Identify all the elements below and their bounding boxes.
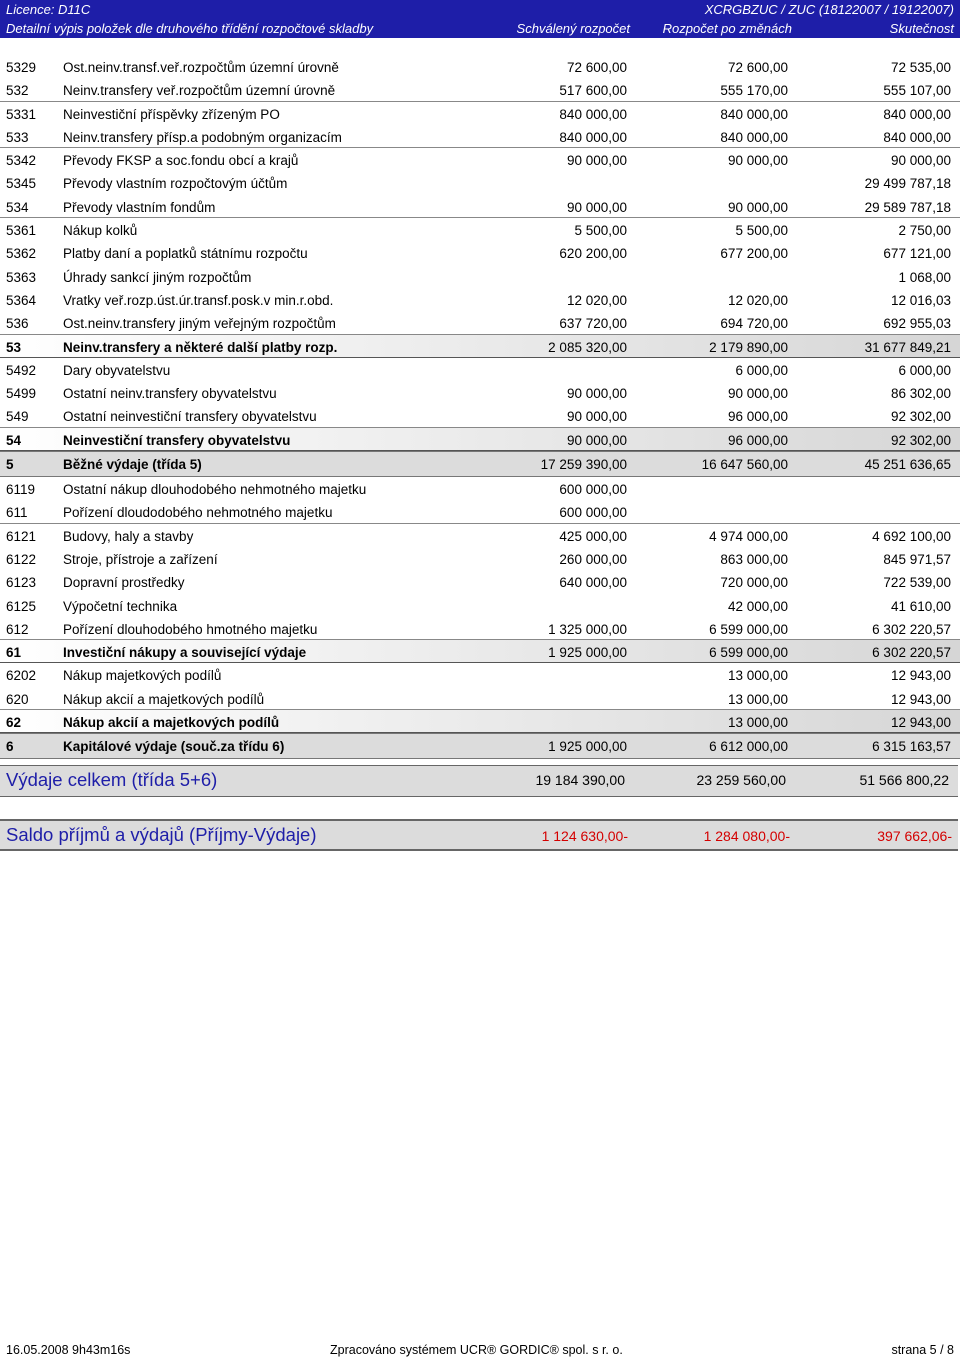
footer-system: Zpracováno systémem UCR® GORDIC® spol. s r. o.: [330, 1343, 623, 1357]
after-changes-value: 677 200,00: [720, 246, 788, 262]
actual-value: 692 955,03: [883, 316, 951, 332]
table-row: [0, 663, 960, 686]
item-code: 611: [6, 505, 28, 521]
approved-value: 17 259 390,00: [540, 457, 627, 473]
after-changes-value: 96 000,00: [727, 409, 788, 425]
approved-value: 72 600,00: [566, 60, 627, 75]
table-row: [0, 570, 960, 593]
item-code: 5: [6, 457, 14, 473]
table-row: [0, 524, 960, 547]
item-code: 5364: [6, 292, 37, 308]
approved-value: 600 000,00: [559, 482, 627, 498]
item-name: Neinvestiční příspěvky zřízeným PO: [63, 106, 280, 122]
actual-value: 12 943,00: [890, 715, 951, 731]
after-changes-value: 863 000,00: [720, 551, 788, 567]
after-changes-value: 555 170,00: [720, 83, 788, 99]
actual-value: 92 302,00: [890, 432, 951, 448]
after-changes-value: 72 600,00: [727, 60, 788, 75]
item-code: 549: [6, 409, 29, 425]
item-name: Převody vlastním fondům: [63, 199, 216, 215]
item-name: Ostatní neinvestiční transfery obyvatelstvu: [63, 409, 317, 425]
item-name: Úhrady sankcí jiným rozpočtům: [63, 269, 252, 285]
subtotal-row: [0, 428, 960, 451]
actual-value: 29 589 787,18: [864, 199, 951, 215]
table-row: [0, 171, 960, 194]
item-name: Ost.neinv.transfery jiným veřejným rozpočtům: [63, 316, 336, 332]
actual-value: 90 000,00: [890, 153, 951, 169]
item-name: Kapitálové výdaje (souč.za třídu 6): [63, 739, 285, 755]
actual-value: 12 016,03: [890, 292, 951, 308]
total-label: Výdaje celkem (třída 5+6): [6, 769, 218, 790]
table-row: [0, 288, 960, 311]
footer-timestamp: 16.05.2008 9h43m16s: [6, 1343, 131, 1357]
saldo-actual: 397 662,06-: [877, 828, 952, 844]
after-changes-value: 16 647 560,00: [701, 457, 788, 473]
approved-value: 2 085 320,00: [548, 339, 627, 355]
item-code: 6123: [6, 575, 37, 591]
actual-value: 12 943,00: [890, 668, 951, 684]
approved-value: 90 000,00: [566, 153, 627, 169]
item-name: Platby daní a poplatků státnímu rozpočtu: [63, 246, 308, 262]
after-changes-value: 12 020,00: [727, 292, 788, 308]
item-code: 533: [6, 129, 29, 145]
subtotal-row: [0, 640, 960, 663]
item-code: 534: [6, 199, 29, 215]
approved-value: 1 925 000,00: [548, 645, 627, 661]
item-name: Nákup kolků: [63, 223, 138, 239]
item-code: 6125: [6, 598, 37, 614]
item-code: 5342: [6, 153, 37, 169]
item-name: Ost.neinv.transf.veř.rozpočtům územní úrovně: [63, 60, 339, 75]
after-changes-value: 6 000,00: [735, 362, 788, 378]
approved-value: 90 000,00: [566, 199, 627, 215]
item-code: 6122: [6, 551, 37, 567]
item-name: Nákup akcií a majetkových podílů: [63, 715, 280, 731]
item-name: Běžné výdaje (třída 5): [63, 457, 202, 473]
item-code: 536: [6, 316, 29, 332]
table-row: [0, 55, 960, 78]
item-code: 6: [6, 739, 14, 755]
table-row: [0, 218, 960, 241]
item-name: Ostatní nákup dlouhodobého nehmotného majetku: [63, 482, 367, 498]
report-header-bar: [0, 0, 960, 19]
actual-value: 72 535,00: [890, 60, 951, 75]
column-header-bar: [0, 19, 960, 38]
item-name: Dopravní prostředky: [63, 575, 185, 591]
item-code: 5363: [6, 269, 37, 285]
actual-value: 677 121,00: [883, 246, 951, 262]
table-row: [0, 102, 960, 125]
approved-value: 637 720,00: [559, 316, 627, 332]
table-row: [0, 78, 960, 101]
after-changes-value: 840 000,00: [720, 106, 788, 122]
after-changes-value: 2 179 890,00: [709, 339, 788, 355]
table-row: [0, 148, 960, 171]
item-code: 53: [6, 339, 22, 355]
item-name: Neinv.transfery přísp.a podobným organizacím: [63, 129, 342, 145]
table-row: [0, 125, 960, 148]
approved-value: 425 000,00: [559, 528, 627, 544]
after-changes-value: 90 000,00: [727, 386, 788, 402]
item-name: Převody FKSP a soc.fondu obcí a krajů: [63, 153, 299, 169]
approved-value: 260 000,00: [559, 551, 627, 567]
after-changes-value: 6 612 000,00: [709, 739, 788, 755]
item-code: 5492: [6, 362, 37, 378]
after-changes-value: 4 974 000,00: [709, 528, 788, 544]
after-changes-value: 90 000,00: [727, 199, 788, 215]
actual-value: 86 302,00: [890, 386, 951, 402]
table-row: [0, 381, 960, 404]
item-name: Budovy, haly a stavby: [63, 528, 194, 544]
table-row: [0, 241, 960, 264]
approved-value: 840 000,00: [559, 129, 627, 145]
table-row: [0, 687, 960, 710]
after-changes-value: 13 000,00: [727, 691, 788, 707]
actual-value: 555 107,00: [883, 83, 951, 99]
item-name: Převody vlastním rozpočtovým účtům: [63, 176, 288, 192]
actual-value: 845 971,57: [883, 551, 951, 567]
actual-value: 2 750,00: [898, 223, 951, 239]
actual-value: 6 302 220,57: [872, 621, 951, 637]
item-code: 620: [6, 691, 29, 707]
table-row: [0, 594, 960, 617]
actual-value: 31 677 849,21: [864, 339, 951, 355]
approved-value: 840 000,00: [559, 106, 627, 122]
table-row: [0, 500, 960, 523]
table-row: [0, 265, 960, 288]
table-row: [0, 358, 960, 381]
approved-value: 620 200,00: [559, 246, 627, 262]
approved-value: 90 000,00: [566, 432, 627, 448]
item-name: Neinv.transfery a některé další platby rozp.: [63, 339, 338, 355]
subtotal-row: [0, 710, 960, 733]
item-name: Dary obyvatelstvu: [63, 362, 171, 378]
item-code: 61: [6, 645, 22, 661]
saldo-after-changes: 1 284 080,00-: [703, 828, 790, 844]
item-code: 6202: [6, 668, 37, 684]
item-code: 5331: [6, 106, 37, 122]
after-changes-value: 720 000,00: [720, 575, 788, 591]
table-row: [0, 404, 960, 427]
after-changes-value: 13 000,00: [727, 668, 788, 684]
approved-value: 640 000,00: [559, 575, 627, 591]
item-name: Vratky veř.rozp.úst.úr.transf.posk.v min.r.obd.: [63, 292, 334, 308]
after-changes-value: 840 000,00: [720, 129, 788, 145]
item-name: Pořízení dloudodobého nehmotného majetku: [63, 505, 333, 521]
table-row: [0, 311, 960, 334]
report-id: XCRGBZUC / ZUC (18122007 / 19122007): [704, 2, 954, 17]
item-name: Investiční nákupy a související výdaje: [63, 645, 307, 661]
item-name: Neinvestiční transfery obyvatelstvu: [63, 432, 291, 448]
item-code: 54: [6, 432, 22, 448]
item-name: Neinv.transfery veř.rozpočtům územní úrovně: [63, 83, 336, 99]
class-total-row: [0, 733, 960, 759]
table-row: [0, 617, 960, 640]
item-code: 5499: [6, 386, 37, 402]
column-header-after-changes: Rozpočet po změnách: [662, 21, 792, 36]
class-total-row: [0, 451, 960, 477]
item-name: Nákup majetkových podílů: [63, 668, 222, 684]
approved-value: 600 000,00: [559, 505, 627, 521]
item-code: 612: [6, 621, 29, 637]
subtotal-row: [0, 335, 960, 358]
after-changes-value: 42 000,00: [727, 598, 788, 614]
item-code: 5345: [6, 176, 37, 192]
actual-value: 45 251 636,65: [864, 457, 951, 473]
after-changes-value: 5 500,00: [735, 223, 788, 239]
footer-page: strana 5 / 8: [891, 1343, 954, 1357]
licence-label: Licence: D11C: [6, 2, 91, 17]
saldo-approved: 1 124 630,00-: [541, 828, 628, 844]
saldo-row: [0, 819, 958, 851]
total-actual: 51 566 800,22: [859, 772, 949, 788]
item-code: 62: [6, 715, 22, 731]
budget-table: [0, 55, 960, 759]
column-header-approved: Schválený rozpočet: [516, 21, 630, 36]
item-code: 6119: [6, 482, 36, 498]
actual-value: 840 000,00: [883, 129, 951, 145]
actual-value: 840 000,00: [883, 106, 951, 122]
item-name: Nákup akcií a majetkových podílů: [63, 691, 265, 707]
item-name: Výpočetní technika: [63, 598, 178, 614]
approved-value: 1 325 000,00: [548, 621, 627, 637]
approved-value: 90 000,00: [566, 409, 627, 425]
actual-value: 41 610,00: [890, 598, 951, 614]
saldo-label: Saldo příjmů a výdajů (Příjmy-Výdaje): [6, 824, 317, 845]
after-changes-value: 96 000,00: [727, 432, 788, 448]
after-changes-value: 13 000,00: [727, 715, 788, 731]
total-expenses-row: [0, 765, 958, 797]
total-after-changes: 23 259 560,00: [696, 772, 786, 788]
approved-value: 1 925 000,00: [548, 739, 627, 755]
item-code: 6121: [6, 528, 37, 544]
table-row: [0, 195, 960, 218]
item-code: 532: [6, 83, 29, 99]
item-code: 5329: [6, 60, 37, 75]
after-changes-value: 694 720,00: [720, 316, 788, 332]
after-changes-value: 90 000,00: [727, 153, 788, 169]
after-changes-value: 6 599 000,00: [709, 621, 788, 637]
item-name: Pořízení dlouhodobého hmotného majetku: [63, 621, 318, 637]
item-code: 5362: [6, 246, 37, 262]
table-row: [0, 477, 960, 500]
actual-value: 29 499 787,18: [864, 176, 951, 192]
actual-value: 12 943,00: [890, 691, 951, 707]
item-name: Stroje, přístroje a zařízení: [63, 551, 218, 567]
report-description: Detailní výpis položek dle druhového třídění rozpočtové skladby: [6, 21, 374, 36]
actual-value: 6 315 163,57: [872, 739, 951, 755]
approved-value: 90 000,00: [566, 386, 627, 402]
column-header-actual: Skutečnost: [889, 21, 954, 36]
page-footer: [0, 1343, 960, 1360]
actual-value: 6 302 220,57: [872, 645, 951, 661]
actual-value: 722 539,00: [883, 575, 951, 591]
approved-value: 5 500,00: [574, 223, 627, 239]
after-changes-value: 6 599 000,00: [709, 645, 788, 661]
actual-value: 6 000,00: [898, 362, 951, 378]
item-name: Ostatní neinv.transfery obyvatelstvu: [63, 386, 277, 402]
actual-value: 1 068,00: [898, 269, 951, 285]
item-code: 5361: [6, 223, 37, 239]
table-row: [0, 547, 960, 570]
total-approved: 19 184 390,00: [535, 772, 625, 788]
actual-value: 4 692 100,00: [872, 528, 951, 544]
actual-value: 92 302,00: [890, 409, 951, 425]
approved-value: 12 020,00: [566, 292, 627, 308]
approved-value: 517 600,00: [559, 83, 627, 99]
